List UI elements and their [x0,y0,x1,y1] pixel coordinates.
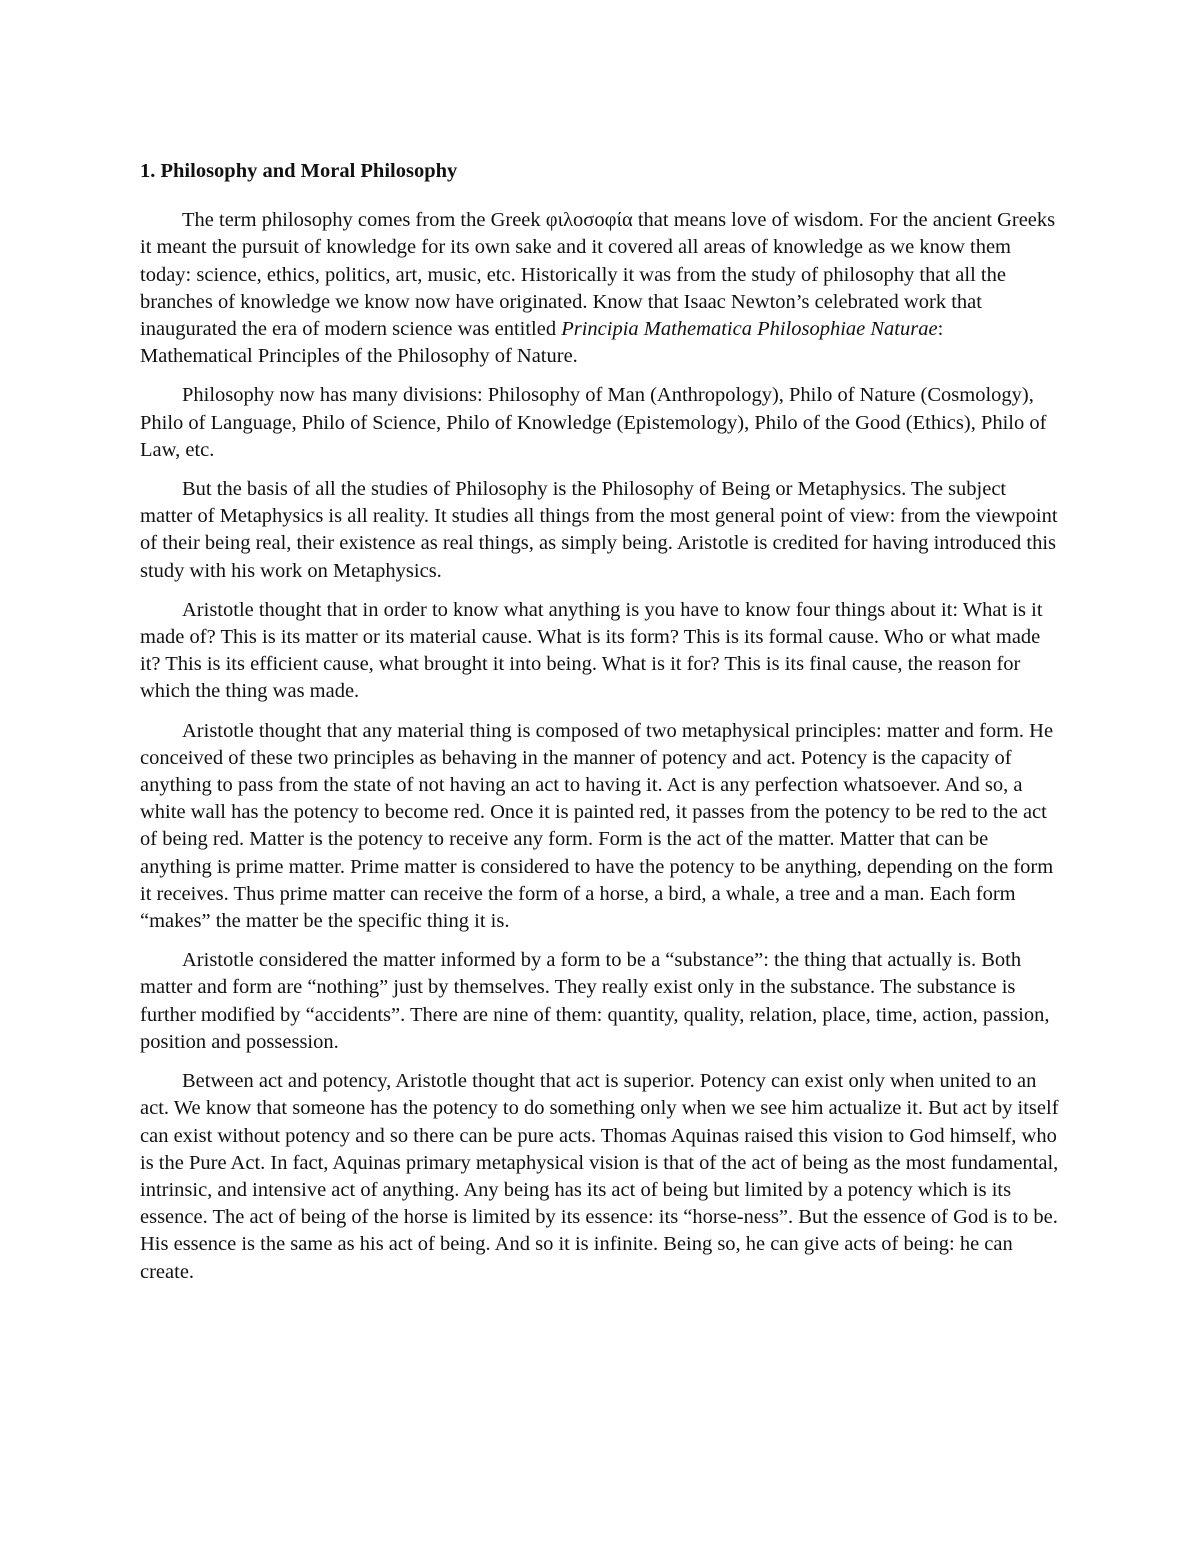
paragraph-substance: Aristotle considered the matter informed by a form to be a “substance”: the thing that actually is. Both matter and form are “nothing” just by themselves. They really exist only in the substance. The substance is further modified by “accidents”. There are nine of them: quantity, quality, relation, place, time, action, passion, position and possession. [140,949,1050,1053]
paragraph-act-potency: Between act and potency, Aristotle thought that act is superior. Potency can exist only when united to an act. We know that someone has the potency to do something only when we see him actualize it. But act by itself can exist without potency and so there can be pure acts. Thomas Aquinas raised this vision to God himself, who is the Pure Act. In fact, Aquinas primary metaphysical vision is that of the act of being as the most fundamental, intrinsic, and intensive act of anything. Any being has its act of being but limited by a potency which is its essence. The act of being of the horse is limited by its essence: its “horse-ness”. But the essence of God is to be. His essence is the same as his act of being. And so it is infinite. Being so, he can give acts of being: he can create. [140,1070,1059,1283]
paragraph-metaphysics: But the basis of all the studies of Philosophy is the Philosophy of Being or Metaphysics. The subject matter of Metaphysics is all reality. It studies all things from the most general point of view: from the viewpoint of their being real, their existence as real things, as simply being. Aristotle is credited for having introduced this study with his work on Metaphysics. [140,478,1058,582]
paragraph-text: : Mathematical Principles of the Philosophy of Nature. [140,318,944,368]
paragraph-philosophy-origin [140,207,1060,370]
paragraph-divisions: Philosophy now has many divisions: Philosophy of Man (Anthropology), Philo of Nature (Cosmology), Philo of Language, Philo of Science, Philo of Knowledge (Epistemology), Philo of the Good (Ethics), Philo of Law, etc. [140,384,1047,461]
paragraph-text: The term philosophy comes from the Greek φιλοσοφία that means love of wisdom. For the ancient Greeks it meant the pursuit of knowledge for its own sake and it covered all areas of knowledge as we know them today: science, ethics, politics, art, music, etc. Historically it was from the study of philosophy that all the branches of knowledge we know now have originated. Know that Isaac Newton’s celebrated work that inaugurated the era of modern science was entitled [140,209,1056,341]
book-title: Principia Mathematica Philosophiae Naturae [561,318,938,341]
section-heading: 1. Philosophy and Moral Philosophy [140,160,458,182]
paragraph-matter-form: Aristotle thought that any material thing is composed of two metaphysical principles: matter and form. He conceived of these two principles as behaving in the manner of potency and act. Potency is the capacity of anything to pass from the state of not having an act to having it. Act is any perfection whatsoever. And so, a white wall has the potency to become red. Once it is painted red, it passes from the potency to be red to the act of being red. Matter is the potency to receive any form. Form is the act of the matter. Matter that can be anything is prime matter. Prime matter is considered to have the potency to be anything, depending on the form it receives. Thus prime matter can receive the form of a horse, a bird, a whale, a tree and a man. Each form “makes” the matter be the specific thing it is. [140,719,1054,933]
document-body [140,158,1060,1298]
paragraph-four-causes: Aristotle thought that in order to know what anything is you have to know four things about it: What is it made of? This is its matter or its material cause. What is its form? This is its formal cause. Who or what made it? This is its efficient cause, what brought it into being. What is it for? This is its final cause, the reason for which the thing was made. [140,598,1043,703]
